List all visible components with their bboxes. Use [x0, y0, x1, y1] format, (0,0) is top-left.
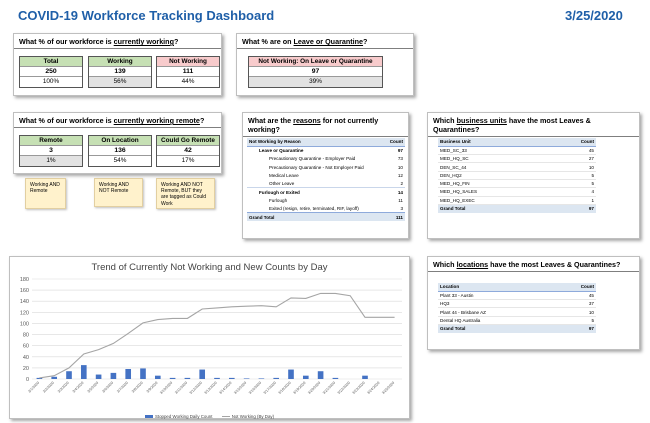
table-row: MED_HQ_FIN 5	[440, 181, 594, 187]
panel-title: What % are on Leave or Quarantine?	[237, 34, 413, 49]
bar	[229, 378, 235, 379]
dashboard-date: 3/25/2020	[565, 8, 623, 23]
kpi-could-go-remote: Could Go Remote 42 17%	[156, 135, 220, 167]
bar	[214, 378, 220, 379]
bar	[333, 378, 339, 379]
panel-currently-working	[13, 33, 222, 96]
trend-line	[39, 293, 394, 378]
legend-line-label: Not Working (By Day)	[231, 414, 275, 420]
bar	[362, 376, 368, 379]
table-row: Exited (resign, retire, terminated, RIF, layoff) 3	[269, 205, 403, 211]
reasons-table	[247, 138, 405, 221]
y-tick-label: 180	[19, 277, 29, 283]
kpi-on-location: On Location 136 54%	[88, 135, 152, 167]
panel-title: What are the reasons for not currently working?	[243, 113, 408, 137]
x-tick-label: 3/17/2020	[262, 380, 277, 396]
bar	[318, 371, 324, 379]
table-row: MED_HQ_SALES 4	[440, 189, 594, 195]
x-tick-label: 3/20/2020	[307, 380, 322, 396]
table-row: MED_HQ_EXEC 1	[440, 197, 594, 203]
bar	[140, 368, 146, 379]
x-tick-label: 3/19/2020	[292, 380, 307, 396]
x-tick-label: 3/9/2020	[145, 380, 159, 394]
bar	[199, 370, 205, 379]
table-row: Furlough 11	[269, 197, 403, 203]
kpi-leave-quarantine: Not Working: On Leave or Quarantine 97 39%	[248, 56, 383, 88]
bar	[111, 373, 117, 379]
table-row: MED_SC_33 45	[440, 147, 594, 153]
table-row: Dental HQ Australia 5	[440, 317, 594, 323]
chart-title: Trend of Currently Not Working and New Counts by Day	[91, 262, 328, 273]
y-tick-label: 160	[19, 288, 29, 295]
dashboard-title: COVID-19 Workforce Tracking Dashboard	[18, 8, 275, 23]
table-total-row: Grand Total 97	[440, 206, 594, 212]
panel-locations	[427, 256, 640, 350]
bar	[66, 371, 72, 379]
bar	[259, 378, 265, 379]
x-tick-label: 3/7/2020	[116, 380, 129, 394]
table-header: Location Count	[440, 284, 594, 290]
business-units-table	[438, 138, 596, 213]
panel-title: What % of our workforce is currently working remote?	[14, 113, 221, 128]
kpi-not-working: Not Working 111 44%	[156, 56, 220, 88]
bar	[51, 377, 57, 379]
bar	[155, 376, 161, 379]
kpi-working: Working 139 56%	[88, 56, 152, 88]
table-group-row: Furlough or Exited 14	[247, 188, 405, 196]
table-row: DEN_HQ2 5	[440, 172, 594, 178]
x-tick-label: 3/12/2020	[188, 380, 203, 396]
table-row: Medical Leave 12	[269, 172, 403, 178]
panel-reasons	[242, 112, 409, 239]
bar	[81, 365, 87, 379]
x-tick-label: 3/25/2020	[381, 380, 396, 396]
y-tick-label: 20	[22, 365, 29, 372]
table-row: Plant 44 - Brisbane AZ 10	[440, 309, 594, 315]
panel-working-remote	[13, 112, 222, 174]
note-could-work: Working AND NOT Remote, BUT they are tagged as Could Work	[156, 178, 215, 209]
bar	[273, 378, 279, 379]
table-total-row: Grand Total 111	[249, 214, 403, 220]
panel-title: What % of our workforce is currently working?	[14, 34, 221, 49]
table-header: Business Unit Count	[440, 139, 594, 145]
panel-title: Which business units have the most Leaves & Quarantines?	[428, 113, 639, 137]
x-tick-label: 3/24/2020	[366, 380, 381, 396]
x-tick-label: 3/18/2020	[277, 380, 292, 396]
table-group-row: Leave or Quarantine 97	[247, 146, 405, 154]
x-tick-label: 3/14/2020	[218, 380, 233, 396]
x-tick-label: 3/6/2020	[101, 380, 115, 394]
y-tick-label: 0	[25, 377, 29, 383]
bar	[288, 370, 294, 379]
bar	[96, 375, 102, 379]
note-working-not-remote: Working AND NOT Remote	[94, 178, 143, 207]
y-tick-label: 120	[19, 310, 29, 317]
table-row: MED_HQ_SC 27	[440, 156, 594, 162]
x-tick-label: 3/8/2020	[130, 380, 144, 394]
x-tick-label: 3/23/2020	[351, 380, 366, 396]
x-tick-label: 3/13/2020	[203, 380, 218, 396]
table-header: Not Working by Reason Count	[249, 139, 403, 145]
locations-table	[438, 283, 596, 333]
table-row: Precautionary Quarantine - Employer Paid 73	[269, 156, 403, 162]
legend-bar-label: Stopped Working Daily Count	[154, 414, 213, 420]
x-tick-label: 3/10/2020	[159, 380, 174, 396]
y-tick-label: 100	[19, 321, 29, 328]
kpi-total: Total 250 100%	[19, 56, 83, 88]
table-total-row: Grand Total 97	[440, 326, 594, 332]
note-working-remote: Working AND Remote	[25, 178, 66, 209]
table-row: DEN_SC_44 10	[440, 164, 594, 170]
trend-chart	[10, 257, 409, 418]
x-tick-label: 3/22/2020	[336, 380, 351, 396]
x-tick-label: 3/2/2020	[42, 380, 55, 394]
table-row: Precautionary Quarantine - Not Employer Paid 10	[269, 164, 403, 170]
panel-leave-quarantine	[236, 33, 414, 96]
legend-bar-swatch	[145, 415, 153, 418]
kpi-remote: Remote 3 1%	[19, 135, 83, 167]
y-tick-label: 40	[22, 354, 29, 361]
x-tick-label: 3/21/2020	[321, 380, 337, 396]
x-tick-label: 3/3/2020	[56, 380, 70, 394]
bar	[244, 378, 250, 379]
x-tick-label: 3/11/2020	[174, 380, 189, 395]
x-tick-label: 3/16/2020	[247, 380, 263, 396]
panel-trend-chart	[9, 256, 410, 419]
legend-line-swatch	[222, 416, 230, 417]
y-tick-label: 60	[22, 343, 29, 350]
bar	[185, 378, 191, 379]
bar	[303, 376, 309, 379]
y-tick-label: 80	[22, 332, 29, 339]
bar	[170, 378, 176, 379]
x-tick-label: 3/4/2020	[71, 380, 85, 394]
panel-business-units	[427, 112, 640, 239]
chart-legend	[10, 414, 409, 419]
table-row: Other Leave 2	[269, 180, 403, 186]
x-tick-label: 3/15/2020	[233, 380, 248, 396]
bar	[125, 369, 131, 379]
table-row: Plant 33 - Austin 45	[440, 292, 594, 298]
x-tick-label: 3/5/2020	[86, 380, 100, 394]
x-tick-label: 3/1/2020	[27, 380, 41, 394]
table-row: HQ3 37	[440, 301, 594, 307]
y-tick-label: 140	[19, 299, 29, 306]
panel-title: Which locations have the most Leaves & Quarantines?	[428, 257, 639, 272]
